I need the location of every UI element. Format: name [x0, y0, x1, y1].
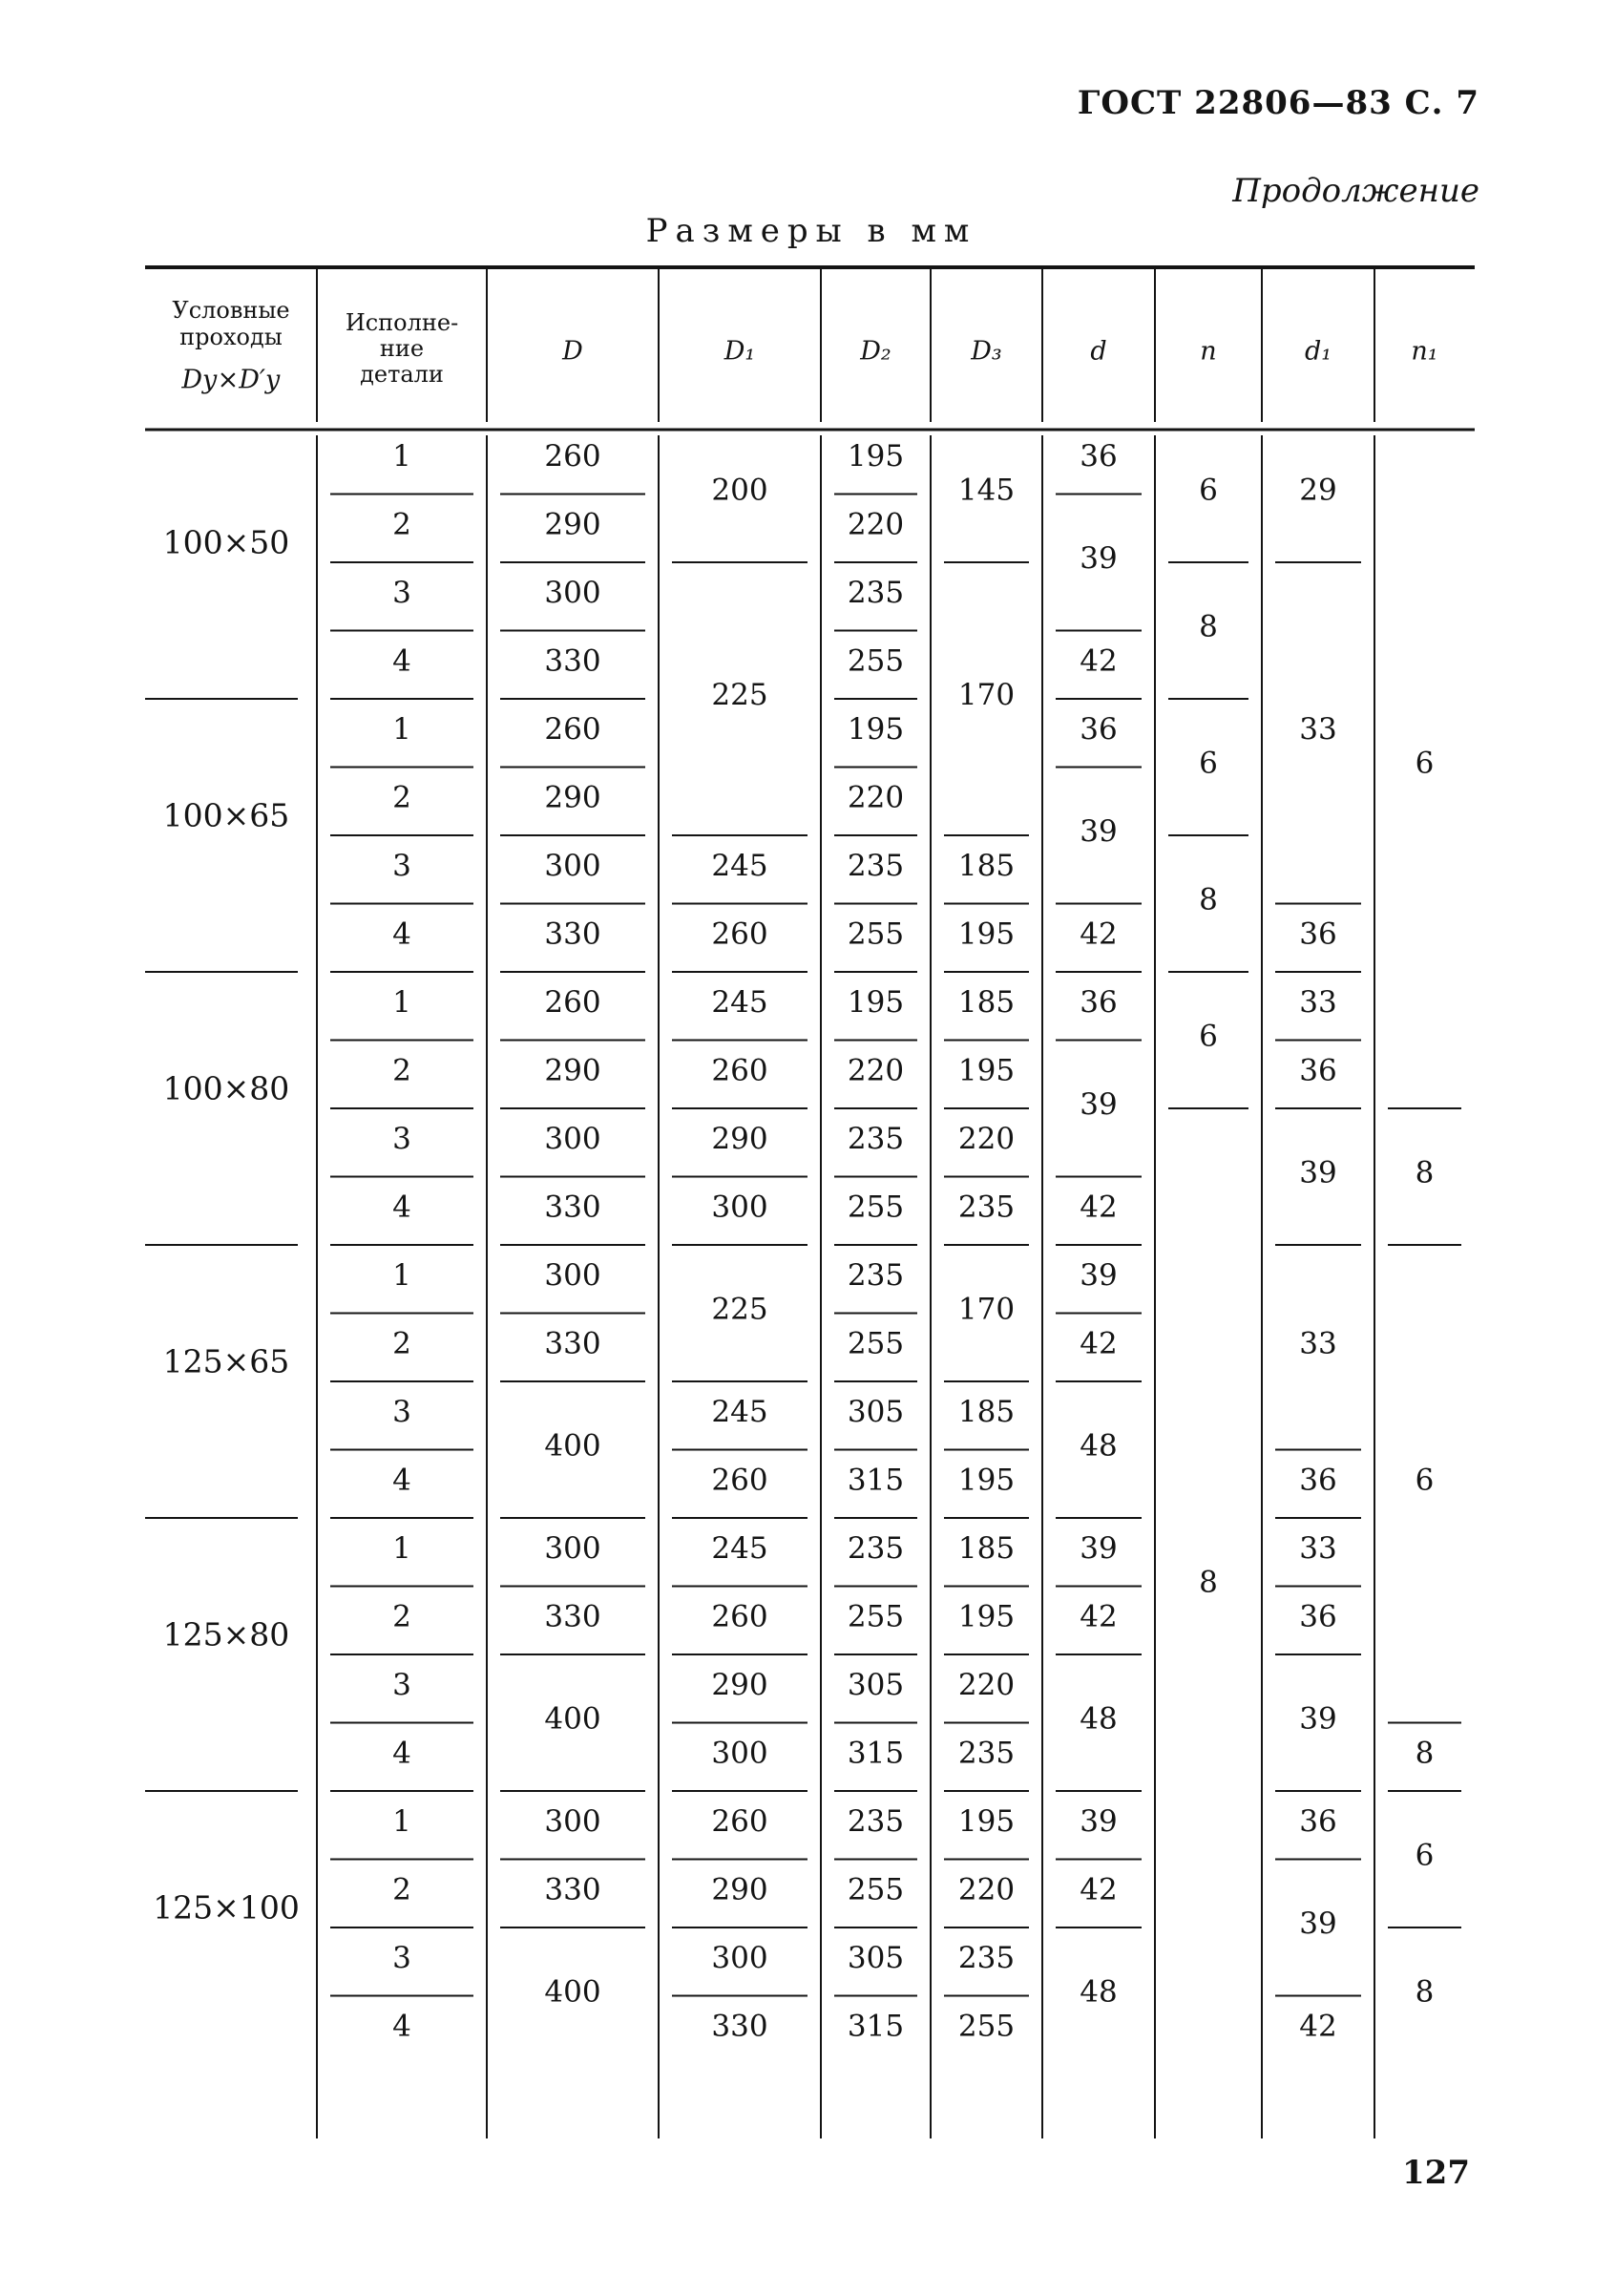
cell-D3: 185: [957, 984, 1016, 1020]
cell-D2: 255: [847, 1872, 905, 1907]
cell-isp: 2: [392, 780, 411, 815]
cell-D: 300: [544, 1121, 601, 1156]
column-header: n: [1200, 336, 1217, 367]
cell-D3: 220: [957, 1667, 1016, 1702]
cell-D: 300: [544, 1803, 601, 1839]
cell-D3: 185: [957, 1394, 1016, 1429]
cell-d1: 36: [1299, 1599, 1337, 1634]
row-group-label: 125×100: [153, 1888, 300, 1927]
cell-d: 39: [1080, 541, 1118, 576]
cell-D3: 195: [957, 916, 1016, 952]
cell-d: 36: [1080, 438, 1118, 474]
column-header: d: [1090, 336, 1107, 367]
cell-D: 290: [544, 507, 601, 542]
cell-D2: 195: [847, 984, 905, 1020]
cell-D3: 220: [957, 1121, 1016, 1156]
cell-isp: 1: [392, 1530, 411, 1566]
column-header: Dу×D′у: [181, 365, 281, 395]
cell-D2: 315: [847, 1736, 905, 1771]
cell-isp: 3: [392, 1940, 411, 1975]
cell-d1: 36: [1299, 1053, 1337, 1088]
cell-isp: 2: [392, 1053, 411, 1088]
cell-D3: 255: [957, 2009, 1016, 2044]
cell-D2: 305: [847, 1394, 905, 1429]
cell-D1: 245: [711, 1530, 768, 1566]
cell-D2: 235: [847, 1803, 905, 1839]
cell-D3: 185: [957, 1530, 1016, 1566]
cell-D2: 220: [847, 1053, 905, 1088]
cell-isp: 1: [392, 438, 411, 474]
cell-n1: 6: [1415, 1838, 1435, 1873]
cell-D1: 290: [711, 1121, 768, 1156]
cell-n1: 8: [1415, 1155, 1435, 1190]
cell-D1: 260: [711, 1599, 768, 1634]
cell-D: 260: [544, 438, 601, 474]
cell-D1: 300: [711, 1736, 768, 1771]
cell-d: 42: [1080, 1190, 1118, 1225]
row-group-label: 100×80: [162, 1069, 290, 1107]
cell-D1: 300: [711, 1190, 768, 1225]
cell-D: 400: [544, 1428, 601, 1464]
cell-d1: 33: [1299, 1326, 1337, 1361]
cell-D: 330: [544, 1599, 601, 1634]
column-header: n₁: [1411, 336, 1438, 367]
cell-d: 42: [1080, 643, 1118, 679]
column-header: ние: [379, 335, 425, 362]
column-header: проходы: [179, 324, 283, 350]
cell-D1: 225: [711, 678, 768, 712]
cell-D1: 245: [711, 1394, 768, 1429]
cell-D: 330: [544, 1190, 601, 1225]
cell-D1: 260: [711, 1463, 768, 1498]
column-header: d₁: [1304, 336, 1332, 367]
column-header: D₃: [971, 336, 1002, 367]
page-header: ГОСТ 22806—83 С. 7: [1077, 84, 1479, 122]
cell-D1: 260: [711, 1803, 768, 1839]
cell-D2: 255: [847, 916, 905, 952]
cell-d: 39: [1080, 1257, 1118, 1293]
cell-d: 36: [1080, 984, 1118, 1020]
cell-D2: 220: [847, 507, 905, 542]
cell-D2: 235: [847, 575, 905, 610]
cell-D2: 235: [847, 1530, 905, 1566]
cell-D2: 315: [847, 1463, 905, 1498]
cell-D3: 145: [957, 473, 1016, 508]
cell-D1: 200: [711, 473, 768, 508]
cell-D: 290: [544, 780, 601, 815]
cell-isp: 4: [392, 1190, 411, 1225]
cell-D3: 195: [957, 1599, 1016, 1634]
cell-D: 260: [544, 984, 601, 1020]
cell-D2: 220: [847, 780, 905, 815]
cell-D3: 170: [957, 678, 1016, 712]
cell-n: 6: [1199, 1019, 1218, 1054]
cell-D1: 260: [711, 916, 768, 952]
cell-D1: 290: [711, 1667, 768, 1702]
cell-isp: 1: [392, 984, 411, 1020]
cell-d: 42: [1080, 916, 1118, 952]
cell-D: 300: [544, 1530, 601, 1566]
cell-D: 330: [544, 916, 601, 952]
cell-D: 300: [544, 575, 601, 610]
cell-d: 39: [1080, 1803, 1118, 1839]
cell-D3: 195: [957, 1803, 1016, 1839]
row-group-label: 125×65: [162, 1342, 290, 1380]
cell-D3: 235: [957, 1190, 1016, 1225]
cell-D2: 195: [847, 711, 905, 747]
row-group-label: 100×50: [162, 523, 290, 561]
cell-D1: 245: [711, 848, 768, 883]
cell-D2: 255: [847, 643, 905, 679]
cell-isp: 4: [392, 2009, 411, 2044]
cell-D2: 305: [847, 1667, 905, 1702]
cell-n: 8: [1199, 882, 1218, 917]
cell-D1: 245: [711, 984, 768, 1020]
cell-isp: 3: [392, 1667, 411, 1702]
cell-d: 42: [1080, 1872, 1118, 1907]
cell-isp: 1: [392, 1803, 411, 1839]
column-header: Исполне-: [345, 309, 459, 336]
cell-D2: 255: [847, 1190, 905, 1225]
cell-d: 42: [1080, 1599, 1118, 1634]
cell-isp: 4: [392, 916, 411, 952]
cell-d: 48: [1080, 1701, 1118, 1737]
cell-D1: 225: [711, 1292, 768, 1327]
cell-d: 42: [1080, 1326, 1118, 1361]
cell-D2: 255: [847, 1599, 905, 1634]
cell-d1: 39: [1299, 1155, 1337, 1190]
row-group-label: 125×80: [162, 1615, 290, 1654]
cell-D3: 195: [957, 1463, 1016, 1498]
cell-d1: 33: [1299, 1530, 1337, 1566]
cell-isp: 2: [392, 507, 411, 542]
cell-d1: 39: [1299, 1906, 1337, 1941]
cell-n1: 6: [1415, 1463, 1435, 1498]
cell-D3: 235: [957, 1736, 1016, 1771]
cell-d1: 33: [1299, 711, 1337, 747]
cell-D2: 315: [847, 2009, 905, 2044]
continuation-label: Продолжение: [1232, 172, 1479, 210]
cell-n: 6: [1199, 746, 1218, 781]
cell-isp: 1: [392, 711, 411, 747]
cell-D3: 170: [957, 1292, 1016, 1327]
cell-d1: 42: [1299, 2009, 1337, 2044]
cell-d: 39: [1080, 814, 1118, 849]
cell-D: 330: [544, 1872, 601, 1907]
cell-D2: 305: [847, 1940, 905, 1975]
cell-isp: 2: [392, 1599, 411, 1634]
cell-D: 260: [544, 711, 601, 747]
cell-isp: 3: [392, 848, 411, 883]
cell-D3: 235: [957, 1940, 1016, 1975]
column-header: детали: [360, 361, 444, 388]
cell-d1: 36: [1299, 916, 1337, 952]
cell-d: 39: [1080, 1087, 1118, 1122]
column-header: D₂: [860, 336, 891, 367]
cell-n1: 6: [1415, 746, 1435, 781]
cell-D: 300: [544, 1257, 601, 1293]
cell-D: 300: [544, 848, 601, 883]
cell-isp: 3: [392, 1121, 411, 1156]
cell-n: 8: [1199, 1565, 1218, 1600]
cell-D: 330: [544, 643, 601, 679]
cell-isp: 3: [392, 1394, 411, 1429]
column-header: D: [562, 336, 583, 367]
column-header: Условные: [172, 297, 290, 324]
cell-D3: 195: [957, 1053, 1016, 1088]
cell-D1: 300: [711, 1940, 768, 1975]
cell-d: 48: [1080, 1428, 1118, 1464]
cell-d1: 33: [1299, 984, 1337, 1020]
cell-D1: 260: [711, 1053, 768, 1088]
cell-isp: 2: [392, 1326, 411, 1361]
row-group-label: 100×65: [162, 796, 290, 834]
cell-D2: 235: [847, 1121, 905, 1156]
cell-D2: 235: [847, 1257, 905, 1293]
cell-D: 400: [544, 1974, 601, 2010]
cell-D2: 195: [847, 438, 905, 474]
cell-d1: 39: [1299, 1701, 1337, 1737]
cell-n1: 8: [1415, 1974, 1435, 2010]
cell-d: 36: [1080, 711, 1118, 747]
cell-D1: 290: [711, 1872, 768, 1907]
cell-D: 330: [544, 1326, 601, 1361]
cell-D3: 185: [957, 848, 1016, 883]
cell-d: 48: [1080, 1974, 1118, 2010]
cell-n1: 8: [1415, 1736, 1435, 1771]
cell-D3: 220: [957, 1872, 1016, 1907]
cell-isp: 4: [392, 1736, 411, 1771]
cell-n: 6: [1199, 473, 1218, 508]
cell-D: 400: [544, 1701, 601, 1737]
cell-d1: 36: [1299, 1463, 1337, 1498]
units-caption: Размеры в мм: [645, 212, 977, 250]
cell-d: 39: [1080, 1530, 1118, 1566]
page-number: 127: [1402, 2154, 1470, 2192]
column-header: D₁: [724, 336, 756, 367]
cell-isp: 1: [392, 1257, 411, 1293]
cell-n: 8: [1199, 609, 1218, 644]
cell-isp: 3: [392, 575, 411, 610]
cell-isp: 2: [392, 1872, 411, 1907]
cell-D2: 255: [847, 1326, 905, 1361]
cell-D1: 330: [711, 2009, 768, 2044]
cell-d1: 36: [1299, 1803, 1337, 1839]
cell-isp: 4: [392, 643, 411, 679]
cell-d1: 29: [1299, 473, 1337, 508]
cell-D2: 235: [847, 848, 905, 883]
cell-D: 290: [544, 1053, 601, 1088]
cell-isp: 4: [392, 1463, 411, 1498]
